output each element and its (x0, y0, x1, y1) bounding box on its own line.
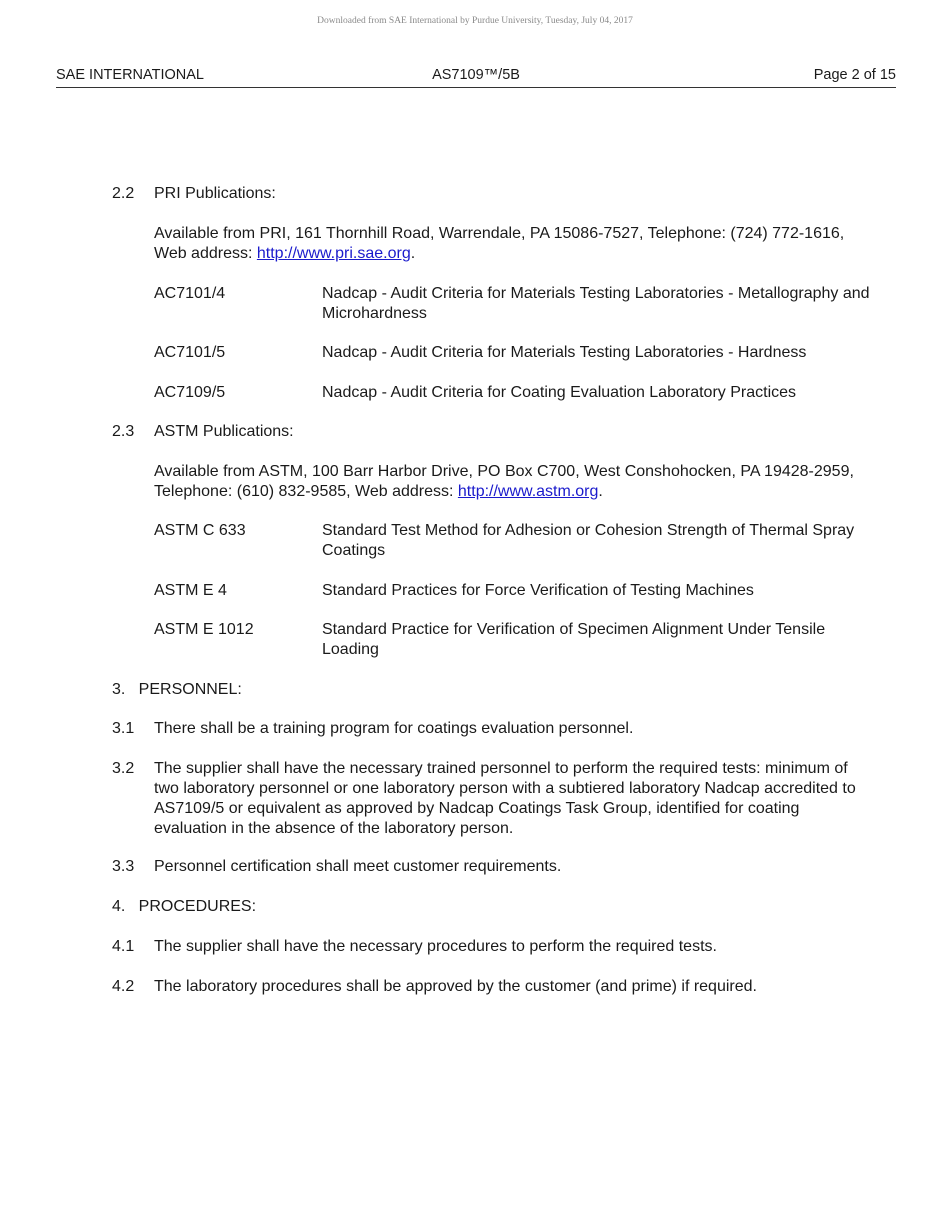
item-number: 3.3 (112, 858, 135, 875)
download-watermark: Downloaded from SAE International by Purdue University, Tuesday, July 04, 2017 (317, 16, 633, 26)
reference-code: AC7109/5 (154, 384, 226, 401)
reference-title: Nadcap - Audit Criteria for Coating Evaluation Laboratory Practices (322, 384, 797, 401)
reference-title: Standard Practices for Force Verification of Testing Machines (322, 582, 754, 599)
reference-code: AC7101/5 (154, 344, 226, 361)
pri-web-link[interactable]: http://www.pri.sae.org (256, 245, 411, 262)
item-text: The supplier shall have the necessary trained personnel to perform the required tests: minimum of two laboratory personnel or one laboratory person with a subtiered laboratory Nadcap accredited to AS7109/5 or equivalent as approved by Nadcap Coatings Task Group, identified for coating evaluation in the absence of the laboratory person. (154, 760, 856, 837)
availability-paragraph: Available from PRI, 161 Thornhill Road, Warrendale, PA 15086-7527, Telephone: (724) 772-1616, Web address: http://www.pri.sae.org. (154, 225, 845, 262)
header-page-number: Page 2 of 15 (813, 67, 896, 83)
availability-paragraph: Available from ASTM, 100 Barr Harbor Drive, PO Box C700, West Conshohocken, PA 19428-2959, Telephone: (610) 832-9585, Web address: http://www.astm.org. (154, 463, 854, 500)
section-title: ASTM Publications: (154, 423, 294, 440)
reference-title: Nadcap - Audit Criteria for Materials Testing Laboratories - Metallography and Microhardness (322, 285, 870, 322)
item-text: There shall be a training program for coatings evaluation personnel. (154, 720, 634, 737)
item-number: 4.2 (112, 978, 135, 995)
astm-web-link[interactable]: http://www.astm.org (457, 483, 599, 500)
section-number: 2.2 (112, 185, 135, 202)
reference-code: AC7101/4 (154, 285, 226, 302)
section-heading: 3. PERSONNEL: (112, 681, 242, 698)
item-number: 3.1 (112, 720, 135, 737)
item-number: 3.2 (112, 760, 135, 777)
section-number: 2.3 (112, 423, 135, 440)
availability-text: Available from ASTM, 100 Barr Harbor Drive, PO Box C700, West Conshohocken, PA 19428-2959, Telephone: (610) 832-9585, Web address: (154, 463, 854, 500)
header-doc-id: AS7109™/5B (432, 67, 520, 83)
item-text: The laboratory procedures shall be approved by the customer (and prime) if required. (154, 978, 757, 995)
availability-text: Available from PRI, 161 Thornhill Road, Warrendale, PA 15086-7527, Telephone: (724) 772-1616, Web address: (154, 225, 845, 262)
section-title: PRI Publications: (154, 185, 276, 202)
header-org: SAE INTERNATIONAL (56, 67, 204, 83)
reference-title: Standard Test Method for Adhesion or Cohesion Strength of Thermal Spray Coatings (322, 522, 855, 559)
reference-title: Nadcap - Audit Criteria for Materials Testing Laboratories - Hardness (322, 344, 807, 361)
reference-code: ASTM E 1012 (154, 621, 254, 638)
page-header (56, 67, 896, 88)
reference-title: Standard Practice for Verification of Specimen Alignment Under Tensile Loading (322, 621, 826, 658)
item-number: 4.1 (112, 938, 135, 955)
reference-code: ASTM E 4 (154, 582, 227, 599)
item-text: Personnel certification shall meet customer requirements. (154, 858, 562, 875)
reference-code: ASTM C 633 (154, 522, 246, 539)
section-heading: 4. PROCEDURES: (112, 898, 257, 915)
item-text: The supplier shall have the necessary procedures to perform the required tests. (154, 938, 717, 955)
